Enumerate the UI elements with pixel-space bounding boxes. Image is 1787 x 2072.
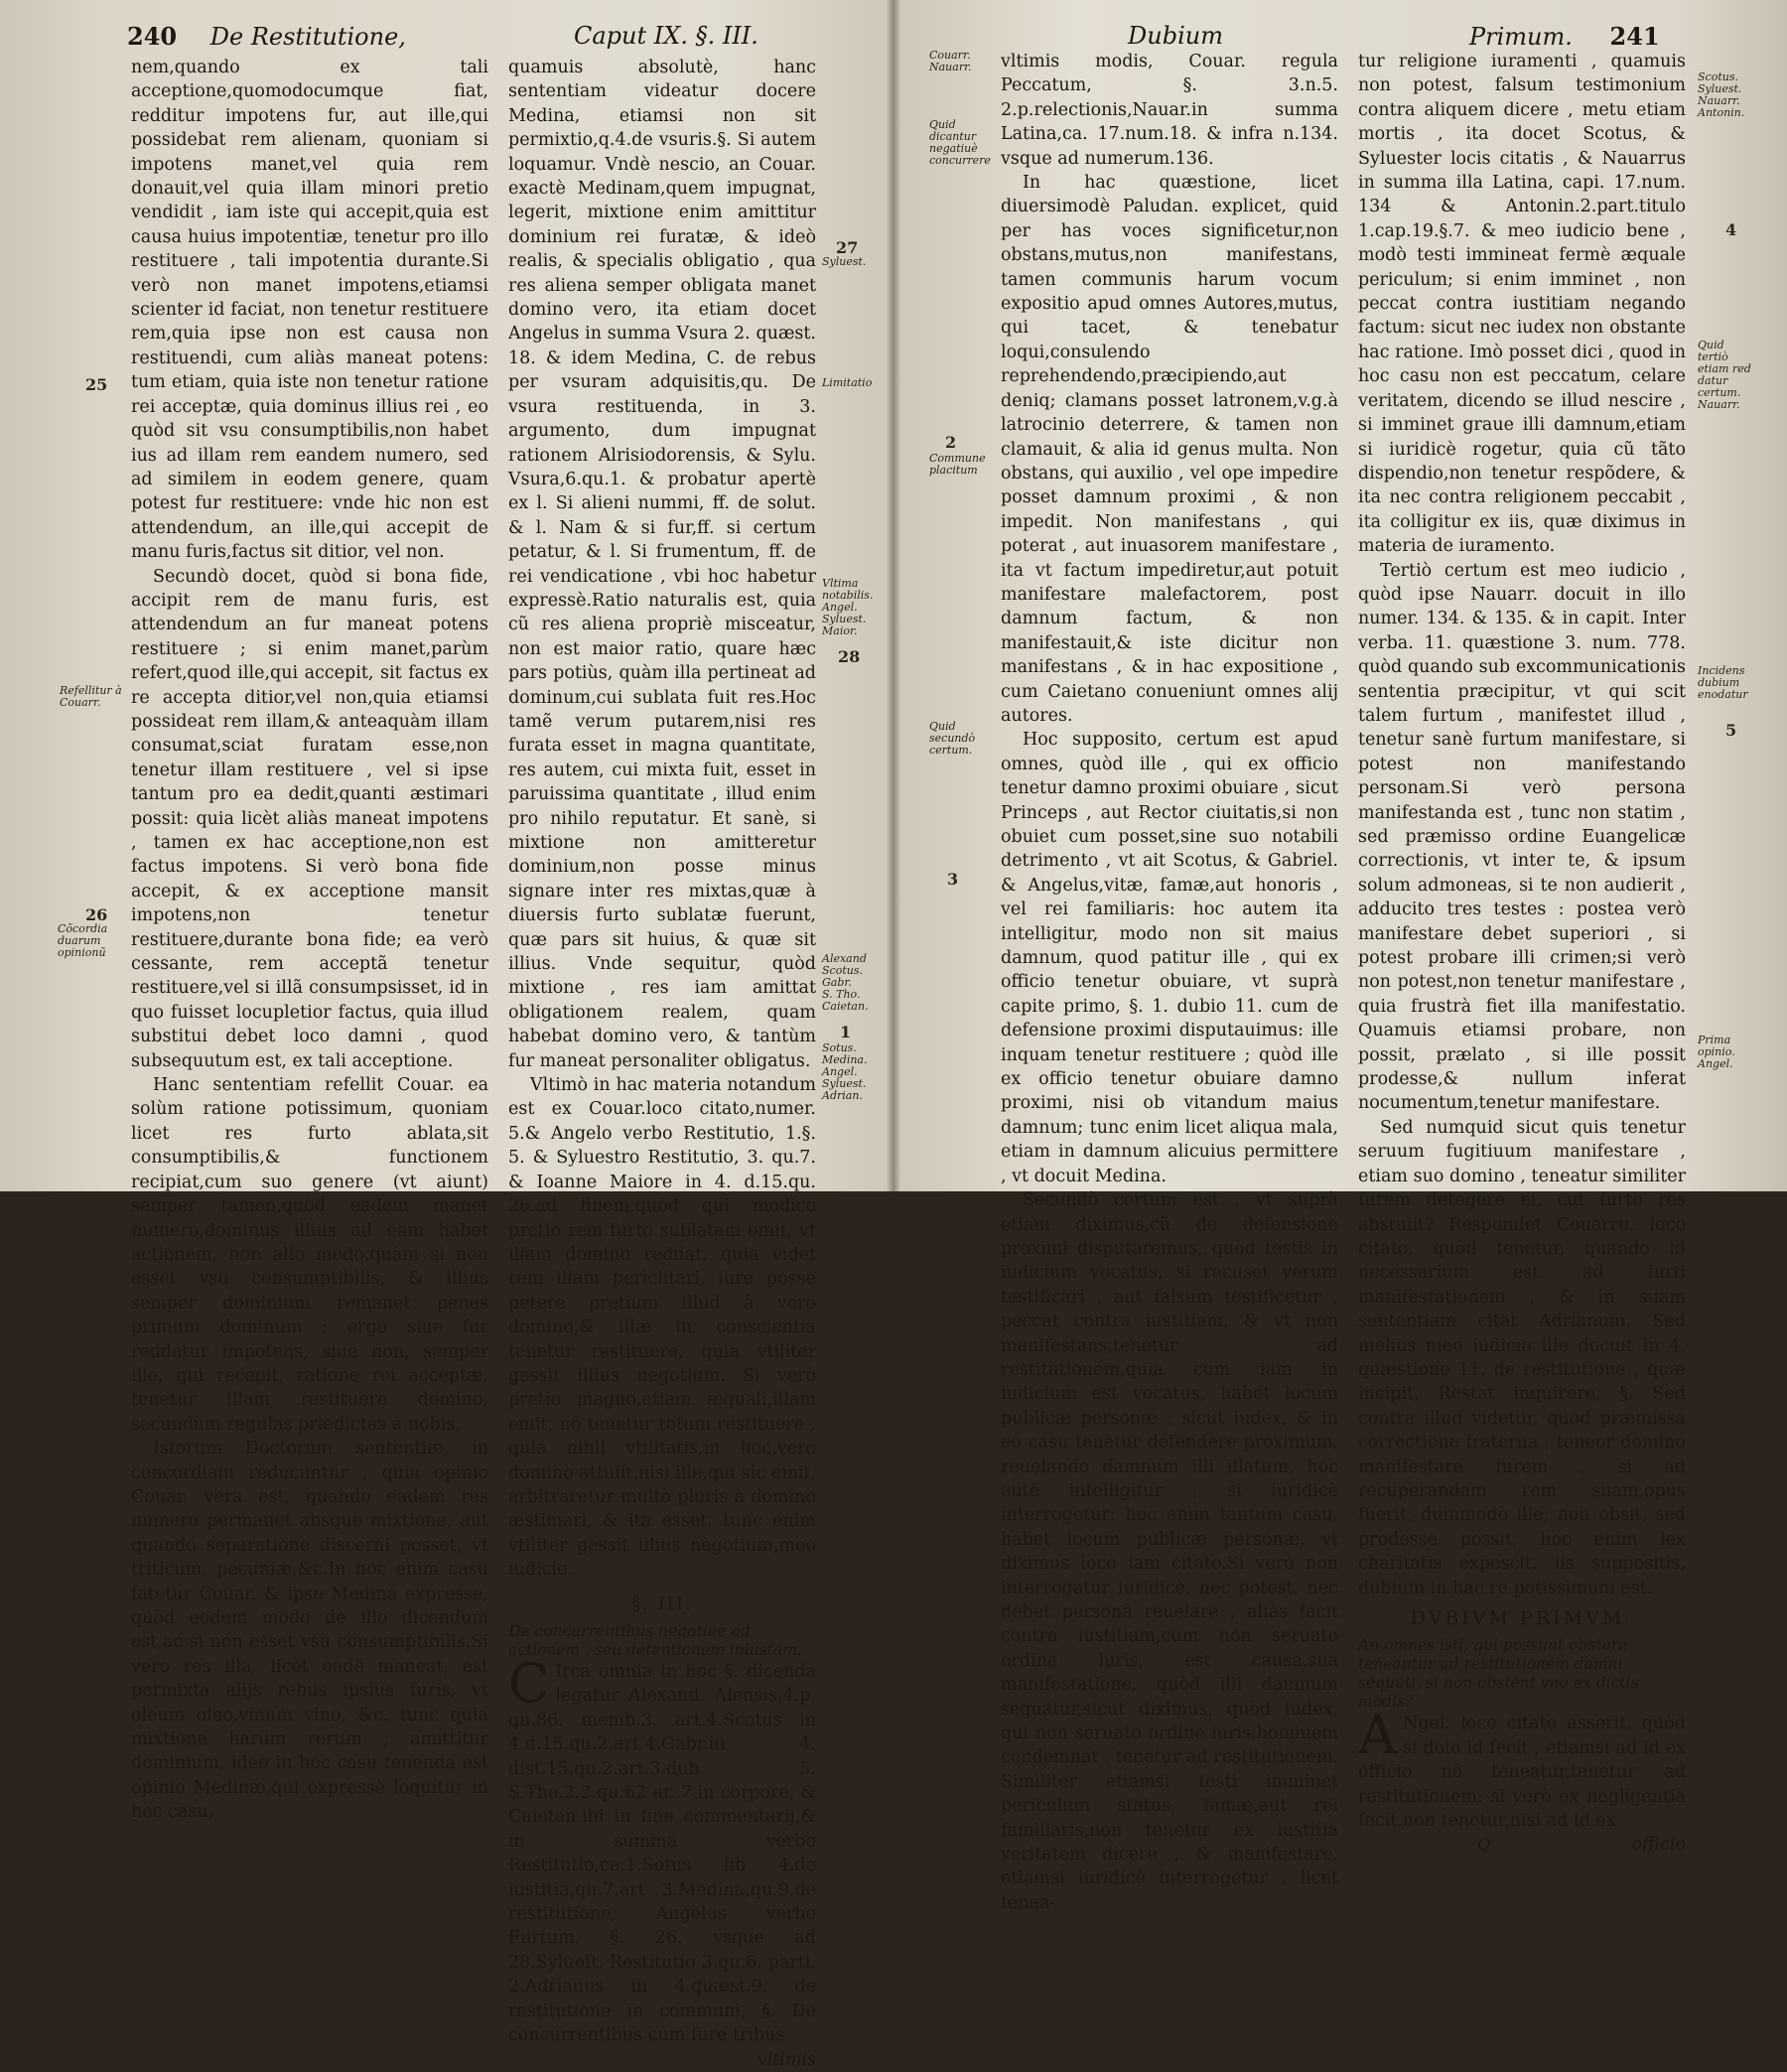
margin-number: 25 <box>85 375 108 394</box>
running-head-title: De Restitutione, <box>209 23 406 51</box>
left-running-head <box>127 22 406 51</box>
page-foot <box>1358 1833 1686 1855</box>
dubium-heading: DVBIVM PRIMVM. <box>1410 1607 1634 1629</box>
paragraph: Hoc supposito, certum est apud omnes, quòd ille , qui ex officio tenetur damno proximi obuiare , sicut Princeps , aut Rector ciuitatis,si non obuiet cum posset,sine suo notabili detrimento , vt ait Scotus, & Gabriel. & Angelus,vitæ, famæ,aut honoris , vel rei familiaris: hoc autem ita intelligitur, modo non sit maius damnum, quod patitur ille , qui ex officio tenetur obuiare, vt suprà capite primo, §. 1. dubio 11. cum de defensione proximi disputauimus: ille inquam tenetur restituere ; quòd ille ex officio tenetur obuiare damno proximi, nisi ob vitandum maius damnum; tunc enim licet aliqua mala, etiam in damnum alicuius permittere , vt docuit Medina. <box>1001 730 1338 1186</box>
paragraph: In hac quæstione, licet diuersimodè Paludan. explicet, quid per has voces significetur,non obstans,mutus,non manifestans, tamen communis harum vocum expositio apud omnes Autores,mutus, qui tacet, & tenebatur loqui,consulendo reprehendendo,præcipiendo,aut deniq; clamans posset latronem,v.g.à latrocinio deterrere, & tamen non clamauit, & alia id genus multa. Non obstans, qui auxilio , vel ope impedire posset damnum proximi , & non impedit. Non manifestans , qui poterat , aut inuasorem manifestare , ita vt factum impediretur,aut potuit manifestare malefactorem, post damnum factum, & non manifestauit,& iste dicitur non manifestans , & in hac expositione , cum Caietano conueniunt omnes alij autores. <box>1001 173 1338 726</box>
paragraph-with-initial <box>1358 1704 1686 1833</box>
margin-number: 3 <box>947 870 959 889</box>
margin-note: Quid secundò certum. <box>929 720 976 757</box>
margin-number: 26 <box>85 905 108 924</box>
margin-note: Vltima notabilis. Angel. Syluest. Maior. <box>822 577 874 637</box>
paragraph: Tertiò certum est meo iudicio , quòd ipse Nauarr. docuit in illo numer. 134. & 135. & in capit. Inter verba. 11. quæstione 3. num. 778. quòd quando sub excommunicationis sententia præcipitur, vt qui scit talem furtum , manifestet illud , tenetur sanè furtum manifestare, si potest non manifestando personam.Si verò persona manifestanda est , tunc non statim , sed præmisso ordine Euangelicæ correctionis, vt inter te, & ipsum solum admoneas, si te non audierit , adducito tres testes : postea verò manifestare debet superiori , si potest probare illi crimen;si verò non potest,non tenetur manifestare , quia frustrà fiet illa manifestatio. Quamuis etiamsi probare, non possit, prælato , si ille possit prodesse,& nullum inferat nocumentum,tenetur manifestare. <box>1358 560 1686 1114</box>
paragraph: Vltimò in hac materia notandum est ex Couar.loco citato,numer. 5.& Angelo verbo Restitutio, 1.§. 5. & Syluestro Restitutio, 3. qu.7. & Ioanne Maiore in 4. d.15.qu. 26.ad finem,quòd qui modico pretio rem furto sublatam emit, vt illam domino reddat, quia videt rem illam periclitari, iure posse petere pretium illud à vero domino,& illæ in conscientia tenetur restituere, quia vtiliter gessit illius negotium. Si verò pretio magno,etiam æquali,illam emit, nõ tenetur totum restituere , quia nihil vtilitatis,in hoc,vero domino attulit,nisi ille,qui sic emit, arbitraretur multò pluris à domino æstimari, & ita esset, tunc enim vtiliter gessit illius negotium,meo iudicio. <box>508 1075 816 1581</box>
running-head-dubium: Dubium <box>1128 22 1223 50</box>
section-summary: De concurrentibus negatiuè ad actionem , seu detentionem iniustam. <box>508 1622 802 1659</box>
paragraph: Secundò certum est , vt suprà etiam diximus,cũ de defensione proximi disputaremus, quòd testis in iudicium vocatus, si recuset verum testificari , aut falsum testificetur , peccat contra iustitiam, & vt non manifestans,tenetur ad restitutionem,quia cum iam in iudicium est vocatus, habet locum publicæ personæ , sicut iudex, & in eo casu tenetur defendere proximum, reuelando damnum illi illatum, hoc autè intelligitur , si iuridicè interrogetur: hoc enim tantum casu, habet locum publicæ personæ, vt diximus loco iam citato.Si verò non interrogatur iuridicè, nec potest, nec debet personã reuelare , aliàs facit contra iustitiam,cum non seruato ordine iuris, est causa,sua manifestatione, quòd illi damnum sequatur,sicut diximus, quòd iudex, qui non seruato ordine iuris,hominem condemnat , tenetur ad restitutionem. Similiter etiamsi testi imminet periculum status, famæ,aut rei familiaris,non tenetur ex iustitia veritatem dicere , & manifestare, etiamsi iuridicè interrogetur , licet tenea- <box>1001 1190 1338 1913</box>
margin-note: Quid tertiò etiam red datur certum. Nauarr. <box>1698 339 1751 411</box>
margin-number: 2 <box>945 433 957 452</box>
margin-number: 28 <box>838 647 861 666</box>
paragraph-with-initial <box>508 1652 816 2048</box>
catchword: officio <box>1631 1835 1686 1856</box>
margin-note: Couarr. Nauarr. <box>929 49 972 73</box>
paragraph: tur religione iuramenti , quamuis non potest, falsum testimonium contra aliquem dicere , metu etiam mortis , ita docet Scotus, & Syluester locis citatis , & Nauarrus in summa illa Latina, capi. 17.num. 134 & Antonin.2.part.titulo 1.cap.19.§.7. & meo iudicio bene , modò testi immineat fermè æquale periculum; si enim imminet , non peccat contra iustitiam negando factum: sicut nec iudex non obstante hac ratione. Imò posset dici , quod in hoc casu non est peccatum, celare veritatem, dicendo se illud nescire , si imminet graue illi damnum,etiam si iuridicè rogetur, quia cũ tãto dispendio,non tenetur respõdere, & ita nec contra religionem peccabit , ita colligitur ex iis, quæ diximus in materia de iuramento. <box>1358 52 1686 557</box>
right-column-2 <box>1358 50 1686 1856</box>
running-head-chapter: Caput IX. §. III. <box>574 22 758 50</box>
margin-note: Sotus. Medina. Angel. Syluest. Adrian. <box>822 1041 868 1102</box>
dubium-question: An omnes isti, qui possunt obstare teneantur ad restitutionem damni sequuti, si non obstent vno ex dictis modis? <box>1358 1636 1639 1712</box>
section-heading: §. III. <box>631 1592 693 1614</box>
paragraph: Sed numquid sicut quis tenetur seruum fugitiuum manifestare , etiam suo domino , teneatur similiter furem detegere ei, cui furto res abstulit? Respondet Couarru. loco citato, quòd tenetur, quando id necessarium est ad furti manifestationem , & in suam sententiam citat Adrianum. Sed melius meo iudicio ille docuit in 4. quæstione 11. de restitutione , quæ incipit, Restat inquirere, §. Sed contra illud videtur, quòd præmissa correctione fraterna , teneor domino manifestare furem , si ad recuperandam rem suam,opus fuerit, dummodò ille, non obsit, sed prodesse possit, hoc enim lex charitatis exposcit, iis suppositis, dubium in hac re potissimum est. <box>1358 1117 1686 1598</box>
page-number-right: 241 <box>1609 22 1660 51</box>
drop-cap: C <box>508 1652 550 1715</box>
margin-note: Scotus. Syluest. Nauarr. Antonin. <box>1698 70 1745 119</box>
margin-note: Quid dicantur negatiuè concurrere <box>929 118 991 167</box>
paragraph: nem,quando ex tali acceptione,quomodocumque fiat, redditur impotens fur, aut ille,qui possidebat rem alienam, quoniam si impotens manet,vel quia rem donauit,vel quia illam minori pretio vendidit , iam iste qui accepit,quia est causa huius impotentiæ, tenetur pro illo restituere , tali impotentia durante.Si verò non manet impotens,etiamsi scienter id faciat, non tenetur restituere rem,quia ipse non est causa non restituendi, cum aliàs maneat potens: tum etiam, quia iste non tenetur ratione rei acceptæ, quia dominus illius rei , eo quòd sit vsu consumptibilis,non habet ius ad illam rem eandem numero, sed ad similem in eodem genere, quam potest fur restituere: vnde hic non est attendendum, an ille,qui accepit de manu furis,factus sit ditior, vel non. <box>131 58 488 563</box>
left-column-1 <box>131 56 488 1823</box>
paragraph-text: Ngel. loco citato asserit, quòd si dolo id fecit , etiamsi ad id ex officio nõ teneatur,tenetur ad restitutionem: si verò ex negligentia fecit,non tenetur,nisi ad id ex <box>1358 1714 1686 1832</box>
paragraph: Istorum Doctorum sententiæ, in concordiam reducuntur , quia opinio Couar. vera est, quando eadem res numero permanet absque mixtione, aut quando separatione discerni posset, vt triticum, pecuniæ,&c.In hoc enim casu fatetur Couar. & ipse Medina expresse, quòd eodem modo de illo dicendum est,ac si non esset vsu consumptibilis.Si verò res illa, licèt eadẽ maneat, est permixta alijs rebus ipsius furis, vt oleum oleo,vinum vino, &c. tunc quia mixtione harum rerum , amittitur dominium, ideò in hoc casu tenenda est opinio Medinæ,qui expressè loquitur in hoc casu, <box>131 1439 488 1823</box>
margin-number: 1 <box>840 1023 852 1041</box>
margin-note: Limitatio <box>822 376 873 389</box>
paragraph-text: Irca omnia in hoc §. dicenda legatur Alexand. Alensis,4.p. qu.86. memb.3. art.4.Scotus in 4.d.15.qu.2.art.4.Gabr.in 4. dist.15.qu.2.art.3.dub 5. S.Tho.2.2.qu.62 ar. 7.in corpore, & Caietan.ibi in fine commentarij,& in summa verbo Restitutio,ca.1.Sotus lib 4.de iustitia,qu.7.art 3.Medina,qu.9.de restitutione, Angelus verbo Furtum, §. 26. vsque ad 28.Sylueſt. Restitutio 3.qu.6. parti. 2.Adrianus in 4.quæst.9. de restitutione in communi, §. De concurrentibus cum fure tribus <box>508 1662 816 2046</box>
page-number-left: 240 <box>127 22 178 51</box>
margin-note: Syluest. <box>822 255 867 268</box>
drop-cap: A <box>1358 1704 1397 1767</box>
margin-note: Cõcordia duarum opinionũ <box>58 922 108 959</box>
signature-mark: Q <box>1477 1835 1491 1855</box>
right-running-head <box>1469 22 1660 51</box>
paragraph: Secundò docet, quòd si bona fide, accipit rem de manu furis, est attendendum an fur maneat potens restituere ; si enim manet,parùm refert,quod ille,qui accepit, sit factus ex re accepta ditior,vel non,quia etiamsi possideat rem illam,& anteaquàm illam consumat,sciat furatam esse,non tenetur illam restituere , vel si ipse tantum pro ea dedit,quanti æstimari possit: quia licèt aliàs maneat impotens , tamen ex hac acceptione,non est factus impotens. Si verò bona fide accepit, & ex acceptione mansit impotens,non tenetur restituere,durante bona fide; ea verò cessante, rem acceptã tenetur restituere,vel si illã consumpsisset, id in quo fuisset locupletior factus, quia illud substitui debet loco damni , quod subsequutum est, ex tali acceptione. <box>131 566 488 1071</box>
margin-note: Prima opinio. Angel. <box>1698 1034 1735 1070</box>
left-column-2 <box>508 56 816 2070</box>
margin-note: Refellitur à Couarr. <box>60 684 122 709</box>
margin-number: 5 <box>1725 721 1737 740</box>
margin-note: Incidens dubium enodatur <box>1698 664 1748 701</box>
margin-note: Commune placitum <box>929 452 986 477</box>
catchword: vltimis <box>756 2049 816 2070</box>
paragraph: Hanc sententiam refellit Couar. ea solùm ratione potissimum, quoniam licet res furto ablata,sit consumptibilis,& functionem recipiat,cum suo genere (vt aiunt) semper tamen,quòd eadem manet numero,dominus illius ad eam habet actionem, non alio modo,quàm si non esset vsu consumptibilis, & illius semper dominium remanet penes primum dominum ; ergo siue fur reddatur impotens, siue non, semper ille, qui recepit, ratione rei acceptæ, tenetur illam restituere domino, secundùm regulas prædictas à nobis. <box>131 1075 488 1435</box>
left-page <box>0 0 894 2070</box>
margin-note: Alexand Scotus. Gabr. S. Tho. Caietan. <box>822 952 869 1013</box>
running-head-primum: Primum. <box>1469 23 1573 51</box>
margin-number: 4 <box>1725 220 1737 239</box>
margin-number: 27 <box>836 238 859 257</box>
paragraph: vltimis modis, Couar. regula Peccatum, §. 3.n.5. 2.p.relectionis,Nauar.in summa Latina,ca. 17.num.18. & infra n.134. vsque ad numerum.136. <box>1001 52 1338 169</box>
right-column-1 <box>1001 50 1338 1913</box>
paragraph: quamuis absolutè, hanc sententiam videatur docere Medina, etiamsi non sit permixtio,q.4.de vsuris.§. Si autem loquamur. Vndè nescio, an Couar. exactè Medinam,quem impugnat, legerit, mixtione enim amittitur dominium rei furatæ, & ideò realis, & specialis obligatio , qua res aliena semper obligata manet domino vero, ita etiam docet Angelus in summa Vsura 2. quæst. 18. & idem Medina, C. de rebus per vsuram adquisitis,qu. De vsura restituenda, in 3. argumento, dum impugnat rationem Alrisiodorensis, & Sylu. Vsura,6.qu.1. & probatur apertè ex l. Si alieni nummi, ff. de solut. & l. Nam & si fur,ff. si certum petatur, & l. Si frumentum, ff. de rei vendicatione , vbi hoc habetur expressè.Ratio naturalis est, quia cũ res aliena propriè misceatur, non est maior ratio, quare hæc pars potiùs, quàm illa pertineat ad dominum,cui sublata fuit res.Hoc tamẽ verum putarem,nisi res furata esset in magna quantitate, res autem, cui mixta fuit, esset in paruissima quantitate , illud enim pro nihilo reputatur. Et sanè, si mixtione non amitteretur dominium,non posse minus signare inter res mixtas,quæ à diuersis furto sublatæ fuerunt, quæ pars sit huius, & quæ sit illius. Vnde sequitur, quòd mixtione , res iam amittat obligationem realem, quam habebat domino vero, & tantùm fur maneat personaliter obligatus. <box>508 58 816 1071</box>
right-page <box>894 0 1787 1913</box>
